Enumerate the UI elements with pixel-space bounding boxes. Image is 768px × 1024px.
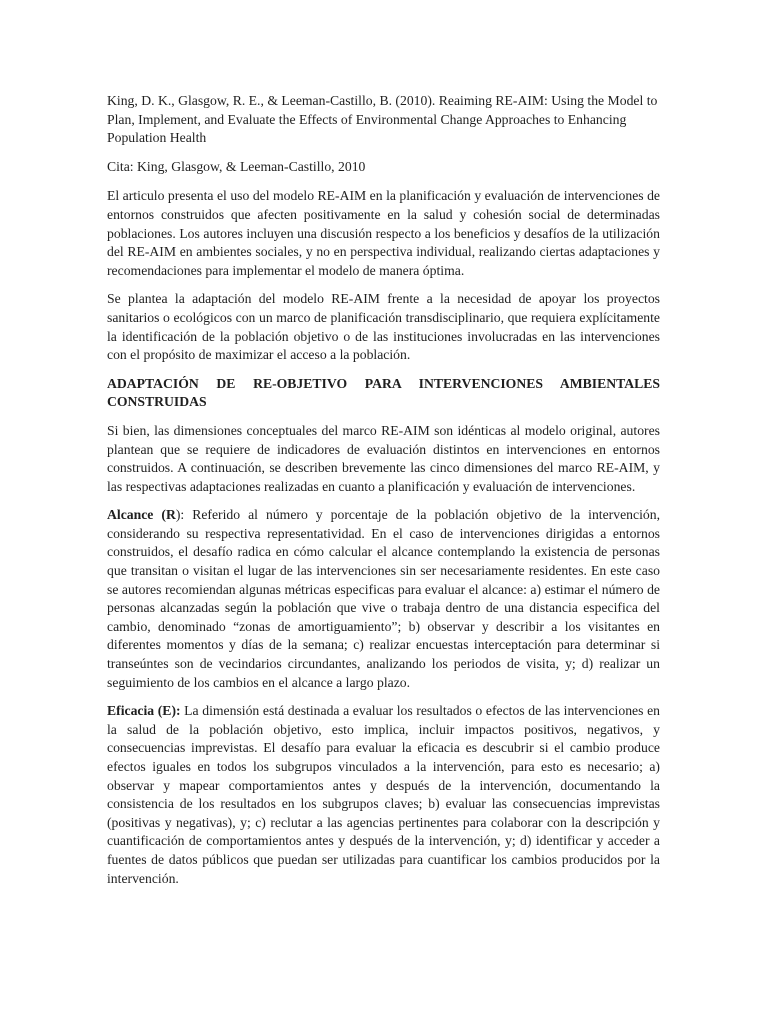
alcance-text: ): Referido al número y porcentaje de la población objetivo de la intervención, considerando su respectiva representatividad. En el caso de intervenciones dirigidas a entornos construidos, el desafío radica en cómo calcular el alcance contemplando la existencia de personas que transitan o visitan el lugar de las intervenciones sin ser necesariamente residentes. En este caso se autores recomiendan algunas métricas especificas para evaluar el alcance: a) estimar el número de personas alcanzadas según la población que vive o trabaja dentro de una distancia especifica del cambio, denominado “zonas de amortiguamiento”; b) observar y describir a los visitantes en diferentes momentos y días de la semana; c) realizar encuestas interceptación para determinar si transeúntes son de vecindarios circundantes, analizando los periodos de visita, y; d) realizar un seguimiento de los cambios en el alcance a largo plazo.	[107, 507, 660, 690]
document-page	[107, 92, 660, 898]
eficacia-term: Eficacia (E):	[107, 703, 181, 719]
intro-paragraph: El articulo presenta el uso del modelo RE-AIM en la planificación y evaluación de intervenciones de entornos construidos que afecten positivamente en la salud y cohesión social de determinadas poblaciones. Los autores incluyen una discusión respecto a los beneficios y desafíos de la utilización del RE-AIM en ambientes sociales, y no en perspectiva individual, realizando ciertas adaptaciones y recomendaciones para implementar el modelo de manera óptima.	[107, 188, 660, 278]
adaptation-paragraph: Se plantea la adaptación del modelo RE-AIM frente a la necesidad de apoyar los proyectos sanitarios o ecológicos con un marco de planificación transdisciplinario, que requiera explícitamente la identificación de la población objetivo o de las instituciones involucradas en las intervenciones con el propósito de maximizar el acceso a la población.	[107, 291, 660, 363]
alcance-paragraph	[107, 506, 660, 692]
alcance-term: Alcance (R	[107, 507, 176, 523]
section-heading: ADAPTACIÓN DE RE-OBJETIVO PARA INTERVENCIONES AMBIENTALES CONSTRUIDAS	[107, 375, 660, 410]
reference-citation: King, D. K., Glasgow, R. E., & Leeman-Castillo, B. (2010). Reaiming RE-AIM: Using the Model to Plan, Implement, and Evaluate the Effects of Environmental Change Approaches to Enhancing Population Health	[107, 93, 658, 146]
dimensions-paragraph: Si bien, las dimensiones conceptuales del marco RE-AIM son idénticas al modelo original, autores plantean que se requiere de indicadores de evaluación distintos en intervenciones en entornos construidos. A continuación, se describen brevemente las cinco dimensiones del marco RE-AIM, y las respectivas adaptaciones realizadas en cuanto a planificación y evaluación de intervenciones.	[107, 422, 660, 494]
eficacia-text: La dimensión está destinada a evaluar los resultados o efectos de las intervenciones en la salud de la población objetivo, esto implica, incluir impactos positivos, negativos, y consecuencias imprevistas. El desafío para evaluar la eficacia es descubrir si el cambio produce efectos iguales en todos los subgrupos vinculados a la intervención, para esto es necesario; a) observar y mapear comportamientos antes y después de la intervención, documentando la consistencia de los resultados en los subgrupos claves; b) evaluar las consecuencias imprevistas (positivas y negativas), y; c) reclutar a las agencias pertinentes para colaborar con la descripción y cuantificación de comportamientos antes y después de la intervención, y; d) identificar y acceder a fuentes de datos públicos que puedan ser utilizadas para cuantificar los cambios producidos por la intervención.	[107, 703, 660, 886]
eficacia-paragraph	[107, 702, 660, 888]
short-citation: Cita: King, Glasgow, & Leeman-Castillo, 2010	[107, 158, 366, 174]
